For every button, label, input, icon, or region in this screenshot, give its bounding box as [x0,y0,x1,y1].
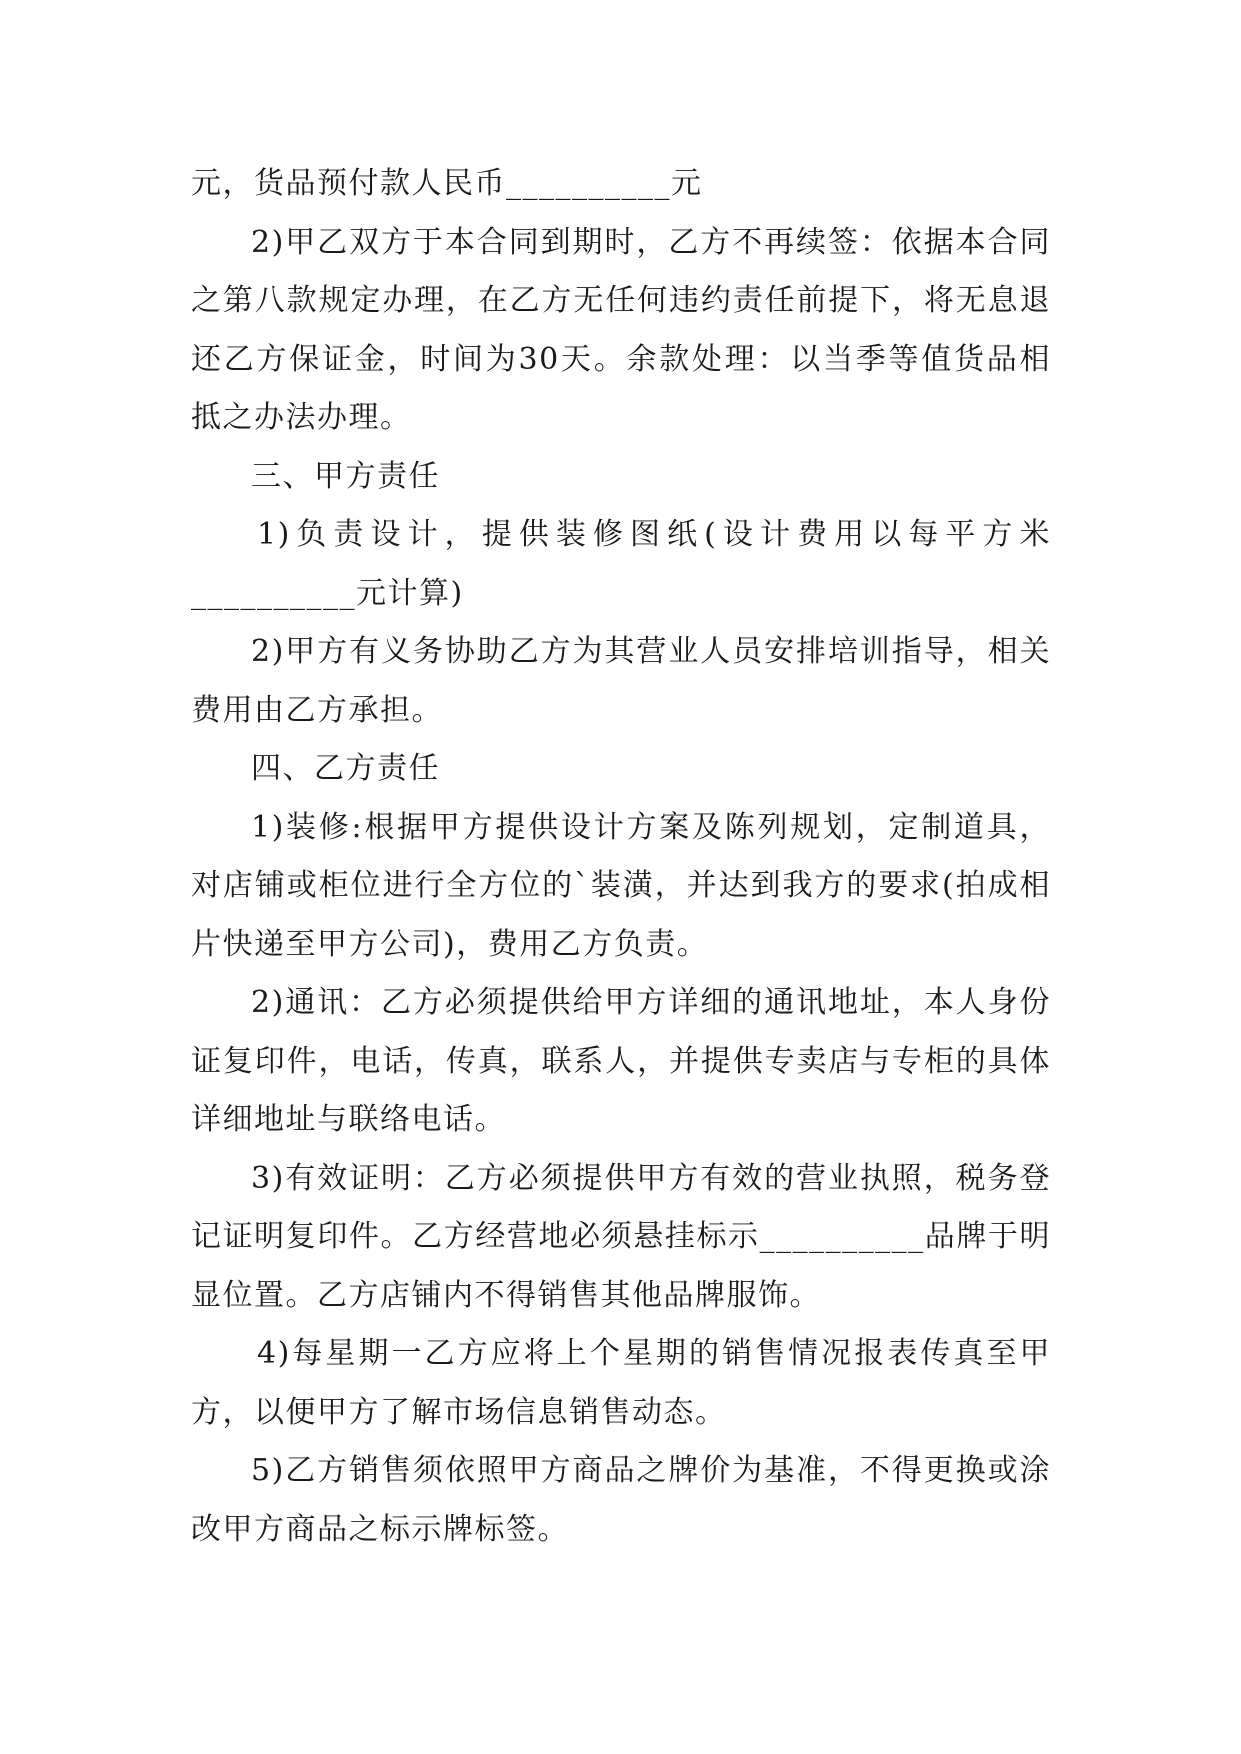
paragraph-communication: 2)通讯：乙方必须提供给甲方详细的通讯地址，本人身份证复印件，电话，传真，联系人，并提供专卖店与专柜的具体详细地址与联络电话。 [191,985,1051,1137]
paragraph-decoration: 1)装修:根据甲方提供设计方案及陈列规划，定制道具，对店铺或柜位进行全方位的`装潢，并达到我方的要求(拍成相片快递至甲方公司)，费用乙方负责。 [191,809,1051,962]
section-heading-party-b: 四、乙方责任 [251,751,440,786]
paragraph-training: 2)甲方有义务协助乙方为其营业人员安排培训指导，相关费用由乙方承担。 [191,634,1051,728]
document-body [191,155,1051,1559]
paragraph-design: 1)负责设计，提供装修图纸(设计费用以每平方米__________元计算) [191,517,1051,611]
section-heading-party-a: 三、甲方责任 [251,458,440,494]
paragraph-weekly-report: 4)每星期一乙方应将上个星期的销售情况报表传真至甲方，以便甲方了解市场信息销售动态。 [191,1336,1051,1430]
paragraph-pricing: 5)乙方销售须依照甲方商品之牌价为基准，不得更换或涂改甲方商品之标示牌标签。 [191,1453,1051,1547]
paragraph-contract-expiry: 2)甲乙双方于本合同到期时，乙方不再续签：依据本合同之第八款规定办理，在乙方无任何违约责任前提下，将无息退还乙方保证金，时间为30天。余款处理：以当季等值货品相抵之办法办理。 [191,224,1051,435]
paragraph-certificates: 3)有效证明：乙方必须提供甲方有效的营业执照，税务登记证明复印件。乙方经营地必须悬挂标示__________品牌于明显位置。乙方店铺内不得销售其他品牌服饰。 [191,1160,1051,1313]
paragraph-payment-continuation: 元，货品预付款人民币__________元 [191,166,703,201]
